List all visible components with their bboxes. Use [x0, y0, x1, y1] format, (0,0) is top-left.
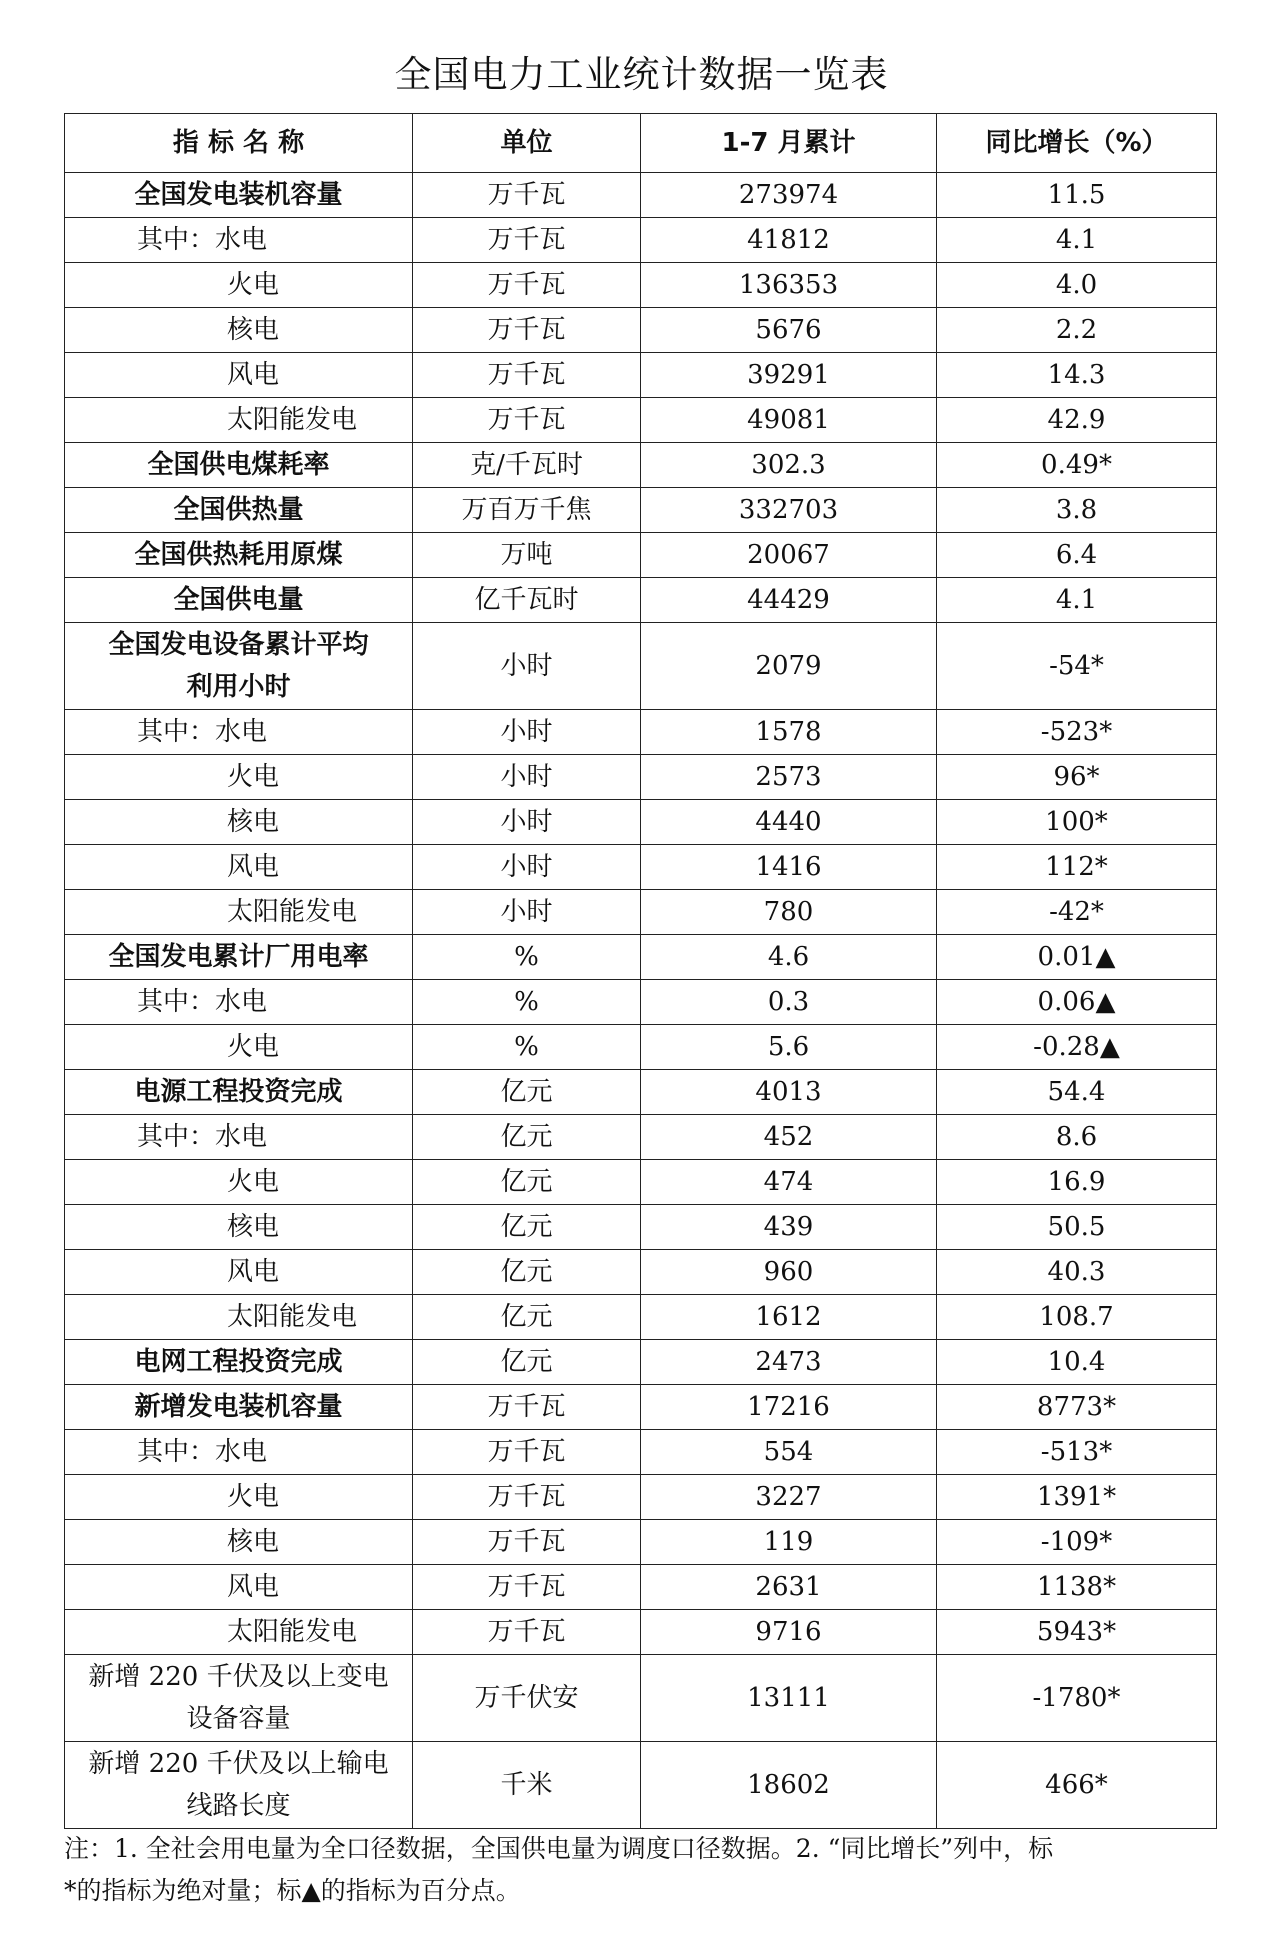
indicator-name-cell: [65, 1070, 413, 1115]
indicator-name-cell: [65, 1475, 413, 1520]
table-row: [65, 443, 1217, 488]
yoy-growth-cell: 8.6: [937, 1115, 1217, 1160]
cumulative-value-cell: 1416: [641, 845, 937, 890]
table-row: [65, 353, 1217, 398]
indicator-name: 全国供电量: [173, 585, 304, 615]
table-row: [65, 1430, 1217, 1475]
indicator-name-line: 新增 220 千伏及以上输电: [88, 1749, 389, 1779]
yoy-growth-cell: 4.0: [937, 263, 1217, 308]
cumulative-value-cell: 4013: [641, 1070, 937, 1115]
yoy-growth-cell: 100*: [937, 800, 1217, 845]
indicator-name-cell: [65, 1655, 413, 1742]
unit-cell: 小时: [413, 800, 641, 845]
cumulative-value-cell: 452: [641, 1115, 937, 1160]
table-row: [65, 533, 1217, 578]
indicator-name-line: 线路长度: [186, 1791, 291, 1821]
yoy-growth-cell: 466*: [937, 1742, 1217, 1829]
indicator-name: 全国发电累计厂用电率: [108, 942, 369, 972]
unit-cell: 亿元: [413, 1205, 641, 1250]
unit-cell: 万百万千焦: [413, 488, 641, 533]
yoy-growth-cell: 16.9: [937, 1160, 1217, 1205]
indicator-name-cell: [65, 1025, 413, 1070]
cumulative-value-cell: 554: [641, 1430, 937, 1475]
unit-cell: 万千瓦: [413, 263, 641, 308]
indicator-name-cell: [65, 755, 413, 800]
indicator-name-cell: [65, 263, 413, 308]
table-row: [65, 1610, 1217, 1655]
indicator-name-cell: [65, 1160, 413, 1205]
yoy-growth-cell: 8773*: [937, 1385, 1217, 1430]
table-row: [65, 173, 1217, 218]
indicator-name: 风电: [227, 1257, 280, 1287]
indicator-name-cell: [65, 1565, 413, 1610]
unit-cell: 小时: [413, 890, 641, 935]
unit-cell: 小时: [413, 710, 641, 755]
yoy-growth-cell: 108.7: [937, 1295, 1217, 1340]
footnote: [64, 1828, 1224, 1912]
indicator-name: 太阳能发电: [227, 897, 358, 927]
yoy-growth-cell: 96*: [937, 755, 1217, 800]
unit-cell: 万千伏安: [413, 1655, 641, 1742]
indicator-name-cell: [65, 1115, 413, 1160]
unit-cell: 亿元: [413, 1250, 641, 1295]
unit-cell: %: [413, 980, 641, 1025]
header-indicator-name: 指 标 名 称: [65, 114, 413, 173]
indicator-name: 风电: [227, 360, 280, 390]
yoy-growth-cell: 1138*: [937, 1565, 1217, 1610]
yoy-growth-cell: -1780*: [937, 1655, 1217, 1742]
header-yoy-growth: 同比增长（%）: [937, 114, 1217, 173]
table-row: [65, 935, 1217, 980]
unit-cell: 小时: [413, 845, 641, 890]
indicator-name-cell: [65, 488, 413, 533]
cumulative-value-cell: 1578: [641, 710, 937, 755]
yoy-growth-cell: -523*: [937, 710, 1217, 755]
indicator-name-cell: [65, 398, 413, 443]
unit-cell: 亿元: [413, 1295, 641, 1340]
indicator-name-cell: [65, 578, 413, 623]
yoy-growth-cell: -513*: [937, 1430, 1217, 1475]
yoy-growth-cell: 0.01▲: [937, 935, 1217, 980]
indicator-name-cell: [65, 623, 413, 710]
indicator-name: 核电: [227, 1212, 280, 1242]
yoy-growth-cell: 5943*: [937, 1610, 1217, 1655]
yoy-growth-cell: 4.1: [937, 578, 1217, 623]
yoy-growth-cell: 0.49*: [937, 443, 1217, 488]
indicator-name: 太阳能发电: [227, 1302, 358, 1332]
footnote-line-2: *的指标为绝对量；标▲的指标为百分点。: [64, 1876, 521, 1905]
indicator-name-line: 设备容量: [186, 1704, 291, 1734]
cumulative-value-cell: 780: [641, 890, 937, 935]
table-row: [65, 1385, 1217, 1430]
unit-cell: 万千瓦: [413, 1520, 641, 1565]
yoy-growth-cell: 40.3: [937, 1250, 1217, 1295]
yoy-growth-cell: 50.5: [937, 1205, 1217, 1250]
unit-cell: 万千瓦: [413, 1385, 641, 1430]
table-row: [65, 623, 1217, 710]
cumulative-value-cell: 41812: [641, 218, 937, 263]
indicator-name: 全国供电煤耗率: [147, 450, 330, 480]
table-row: [65, 1565, 1217, 1610]
indicator-name-cell: [65, 800, 413, 845]
indicator-name: [65, 1656, 412, 1740]
indicator-name-cell: [65, 1295, 413, 1340]
statistics-table: [64, 113, 1217, 1829]
unit-cell: 克/千瓦时: [413, 443, 641, 488]
indicator-name-cell: [65, 980, 413, 1025]
footnote-line-1: 注：1. 全社会用电量为全口径数据，全国供电量为调度口径数据。2. “同比增长”列中，标: [64, 1834, 1054, 1863]
cumulative-value-cell: 273974: [641, 173, 937, 218]
unit-cell: 万千瓦: [413, 1430, 641, 1475]
indicator-name: 核电: [227, 315, 280, 345]
cumulative-value-cell: 4.6: [641, 935, 937, 980]
cumulative-value-cell: 3227: [641, 1475, 937, 1520]
indicator-name: 全国供热量: [173, 495, 304, 525]
table-row: [65, 1742, 1217, 1829]
cumulative-value-cell: 4440: [641, 800, 937, 845]
unit-cell: 万千瓦: [413, 308, 641, 353]
yoy-growth-cell: 2.2: [937, 308, 1217, 353]
indicator-name-cell: [65, 1742, 413, 1829]
unit-cell: 亿元: [413, 1115, 641, 1160]
unit-cell: 亿千瓦时: [413, 578, 641, 623]
cumulative-value-cell: 2573: [641, 755, 937, 800]
indicator-name-line: 新增 220 千伏及以上变电: [88, 1662, 389, 1692]
cumulative-value-cell: 49081: [641, 398, 937, 443]
table-row: [65, 980, 1217, 1025]
cumulative-value-cell: 2473: [641, 1340, 937, 1385]
table-row: [65, 1340, 1217, 1385]
unit-cell: 亿元: [413, 1160, 641, 1205]
cumulative-value-cell: 9716: [641, 1610, 937, 1655]
table-row: [65, 578, 1217, 623]
indicator-name-cell: [65, 1205, 413, 1250]
unit-cell: 万千瓦: [413, 173, 641, 218]
yoy-growth-cell: -0.28▲: [937, 1025, 1217, 1070]
table-row: [65, 488, 1217, 533]
unit-cell: 万吨: [413, 533, 641, 578]
indicator-name-cell: [65, 308, 413, 353]
unit-cell: 万千瓦: [413, 1610, 641, 1655]
table-row: [65, 263, 1217, 308]
indicator-name: 其中：水电: [137, 225, 268, 255]
yoy-growth-cell: 14.3: [937, 353, 1217, 398]
yoy-growth-cell: 4.1: [937, 218, 1217, 263]
table-header-row: [65, 114, 1217, 173]
unit-cell: 万千瓦: [413, 218, 641, 263]
table-row: [65, 1655, 1217, 1742]
cumulative-value-cell: 1612: [641, 1295, 937, 1340]
table-row: [65, 398, 1217, 443]
cumulative-value-cell: 17216: [641, 1385, 937, 1430]
table-row: [65, 755, 1217, 800]
indicator-name-cell: [65, 710, 413, 755]
yoy-growth-cell: 10.4: [937, 1340, 1217, 1385]
yoy-growth-cell: 0.06▲: [937, 980, 1217, 1025]
indicator-name: 新增发电装机容量: [134, 1392, 343, 1422]
table-row: [65, 1160, 1217, 1205]
header-unit: 单位: [413, 114, 641, 173]
indicator-name-line: 利用小时: [186, 672, 291, 702]
indicator-name: 其中：水电: [137, 987, 268, 1017]
yoy-growth-cell: 1391*: [937, 1475, 1217, 1520]
cumulative-value-cell: 5676: [641, 308, 937, 353]
unit-cell: 小时: [413, 755, 641, 800]
header-cumulative: 1-7 月累计: [641, 114, 937, 173]
indicator-name-cell: [65, 533, 413, 578]
indicator-name: 电网工程投资完成: [134, 1347, 343, 1377]
indicator-name: 其中：水电: [137, 1437, 268, 1467]
table-row: [65, 710, 1217, 755]
cumulative-value-cell: 2631: [641, 1565, 937, 1610]
unit-cell: 万千瓦: [413, 1565, 641, 1610]
indicator-name: [65, 1743, 412, 1827]
cumulative-value-cell: 5.6: [641, 1025, 937, 1070]
table-row: [65, 1115, 1217, 1160]
yoy-growth-cell: 42.9: [937, 398, 1217, 443]
indicator-name: 核电: [227, 807, 280, 837]
cumulative-value-cell: 119: [641, 1520, 937, 1565]
indicator-name-cell: [65, 890, 413, 935]
table-row: [65, 1205, 1217, 1250]
indicator-name: 火电: [227, 762, 280, 792]
unit-cell: 万千瓦: [413, 1475, 641, 1520]
table-row: [65, 1475, 1217, 1520]
indicator-name-cell: [65, 1520, 413, 1565]
cumulative-value-cell: 474: [641, 1160, 937, 1205]
yoy-growth-cell: 112*: [937, 845, 1217, 890]
page-title: 全国电力工业统计数据一览表: [394, 53, 889, 96]
cumulative-value-cell: 0.3: [641, 980, 937, 1025]
cumulative-value-cell: 332703: [641, 488, 937, 533]
indicator-name: 风电: [227, 1572, 280, 1602]
indicator-name: 火电: [227, 1167, 280, 1197]
indicator-name: 全国供热耗用原煤: [134, 540, 343, 570]
indicator-name: 核电: [227, 1527, 280, 1557]
table-row: [65, 308, 1217, 353]
unit-cell: %: [413, 935, 641, 980]
yoy-growth-cell: -109*: [937, 1520, 1217, 1565]
cumulative-value-cell: 2079: [641, 623, 937, 710]
indicator-name-cell: [65, 218, 413, 263]
unit-cell: 亿元: [413, 1070, 641, 1115]
cumulative-value-cell: 44429: [641, 578, 937, 623]
indicator-name: 太阳能发电: [227, 1617, 358, 1647]
indicator-name: 火电: [227, 1032, 280, 1062]
indicator-name: 其中：水电: [137, 1122, 268, 1152]
indicator-name: 太阳能发电: [227, 405, 358, 435]
cumulative-value-cell: 39291: [641, 353, 937, 398]
indicator-name: 火电: [227, 1482, 280, 1512]
indicator-name-cell: [65, 353, 413, 398]
indicator-name: 其中：水电: [137, 717, 268, 747]
cumulative-value-cell: 136353: [641, 263, 937, 308]
table-row: [65, 1295, 1217, 1340]
indicator-name-cell: [65, 1250, 413, 1295]
indicator-name: 火电: [227, 270, 280, 300]
yoy-growth-cell: -54*: [937, 623, 1217, 710]
indicator-name-cell: [65, 935, 413, 980]
table-row: [65, 1070, 1217, 1115]
indicator-name: 全国发电装机容量: [134, 180, 343, 210]
indicator-name-line: 全国发电设备累计平均: [108, 630, 369, 660]
table-body: [65, 173, 1217, 1829]
yoy-growth-cell: -42*: [937, 890, 1217, 935]
table-row: [65, 1250, 1217, 1295]
yoy-growth-cell: 11.5: [937, 173, 1217, 218]
unit-cell: 亿元: [413, 1340, 641, 1385]
cumulative-value-cell: 439: [641, 1205, 937, 1250]
indicator-name: [65, 624, 412, 708]
indicator-name-cell: [65, 173, 413, 218]
cumulative-value-cell: 20067: [641, 533, 937, 578]
cumulative-value-cell: 13111: [641, 1655, 937, 1742]
unit-cell: 万千瓦: [413, 398, 641, 443]
indicator-name-cell: [65, 1430, 413, 1475]
cumulative-value-cell: 18602: [641, 1742, 937, 1829]
yoy-growth-cell: 54.4: [937, 1070, 1217, 1115]
indicator-name-cell: [65, 1610, 413, 1655]
yoy-growth-cell: 6.4: [937, 533, 1217, 578]
table-row: [65, 800, 1217, 845]
indicator-name-cell: [65, 1385, 413, 1430]
indicator-name-cell: [65, 443, 413, 488]
table-row: [65, 890, 1217, 935]
table-row: [65, 1520, 1217, 1565]
unit-cell: 千米: [413, 1742, 641, 1829]
table-row: [65, 218, 1217, 263]
indicator-name-cell: [65, 845, 413, 890]
indicator-name: 电源工程投资完成: [134, 1077, 343, 1107]
indicator-name-cell: [65, 1340, 413, 1385]
indicator-name: 风电: [227, 852, 280, 882]
unit-cell: %: [413, 1025, 641, 1070]
cumulative-value-cell: 960: [641, 1250, 937, 1295]
table-row: [65, 1025, 1217, 1070]
unit-cell: 小时: [413, 623, 641, 710]
cumulative-value-cell: 302.3: [641, 443, 937, 488]
yoy-growth-cell: 3.8: [937, 488, 1217, 533]
table-row: [65, 845, 1217, 890]
unit-cell: 万千瓦: [413, 353, 641, 398]
